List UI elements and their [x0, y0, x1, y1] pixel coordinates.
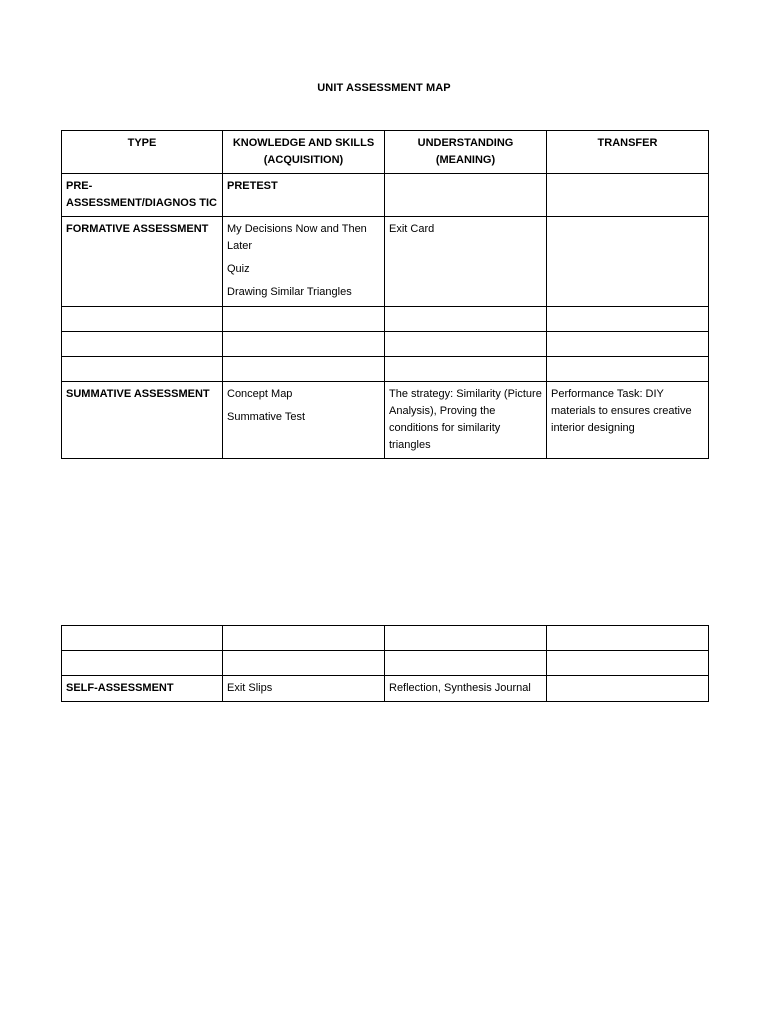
table-row-formative [62, 217, 709, 307]
empty-cell [223, 651, 385, 676]
header-type: TYPE [62, 131, 223, 174]
table-header-row [62, 131, 709, 174]
table-row-self-assessment [62, 676, 709, 702]
formative-transfer [547, 217, 709, 307]
pre-assessment-transfer [547, 174, 709, 217]
header-knowledge: KNOWLEDGE AND SKILLS (ACQUISITION) [223, 131, 385, 174]
pre-assessment-type: PRE-ASSESSMENT/DIAGNOS TIC [62, 174, 223, 217]
page-title: UNIT ASSESSMENT MAP [317, 82, 451, 94]
empty-cell [547, 651, 709, 676]
formative-type: FORMATIVE ASSESSMENT [62, 217, 223, 307]
self-assessment-understanding: Reflection, Synthesis Journal [385, 676, 547, 702]
empty-cell [62, 307, 223, 332]
table-row-empty [62, 651, 709, 676]
empty-cell [547, 357, 709, 382]
table-row-empty [62, 626, 709, 651]
empty-cell [547, 332, 709, 357]
pre-assessment-understanding [385, 174, 547, 217]
summative-knowledge-item: Summative Test [227, 411, 306, 423]
empty-cell [385, 651, 547, 676]
empty-cell [385, 626, 547, 651]
empty-cell [547, 626, 709, 651]
empty-cell [385, 357, 547, 382]
empty-cell [62, 651, 223, 676]
empty-cell [62, 626, 223, 651]
formative-knowledge-item: Quiz [227, 263, 250, 275]
summative-knowledge-item: Concept Map [227, 388, 293, 400]
self-assessment-knowledge: Exit Slips [223, 676, 385, 702]
formative-knowledge-item: My Decisions Now and Then Later [227, 223, 367, 252]
empty-cell [547, 307, 709, 332]
table-row-empty [62, 332, 709, 357]
empty-cell [223, 307, 385, 332]
empty-cell [385, 332, 547, 357]
empty-cell [385, 307, 547, 332]
table-row-pre-assessment [62, 174, 709, 217]
formative-knowledge-cell [223, 217, 385, 307]
assessment-map-table [61, 130, 709, 459]
empty-cell [62, 357, 223, 382]
formative-knowledge-item: Drawing Similar Triangles [227, 286, 352, 298]
table-row-empty [62, 307, 709, 332]
self-assessment-transfer [547, 676, 709, 702]
assessment-map-table-continued [61, 625, 709, 702]
pre-assessment-knowledge: PRETEST [223, 174, 385, 217]
empty-cell [223, 357, 385, 382]
empty-cell [223, 626, 385, 651]
empty-cell [62, 332, 223, 357]
header-understanding: UNDERSTANDING (MEANING) [385, 131, 547, 174]
empty-cell [223, 332, 385, 357]
summative-type: SUMMATIVE ASSESSMENT [62, 382, 223, 459]
table-row-empty [62, 357, 709, 382]
header-transfer: TRANSFER [547, 131, 709, 174]
summative-understanding: The strategy: Similarity (Picture Analysis), Proving the conditions for similarity triangles [385, 382, 547, 459]
formative-understanding: Exit Card [385, 217, 547, 307]
table-row-summative [62, 382, 709, 459]
self-assessment-type: SELF-ASSESSMENT [62, 676, 223, 702]
summative-transfer: Performance Task: DIY materials to ensures creative interior designing [547, 382, 709, 459]
summative-knowledge-cell [223, 382, 385, 459]
